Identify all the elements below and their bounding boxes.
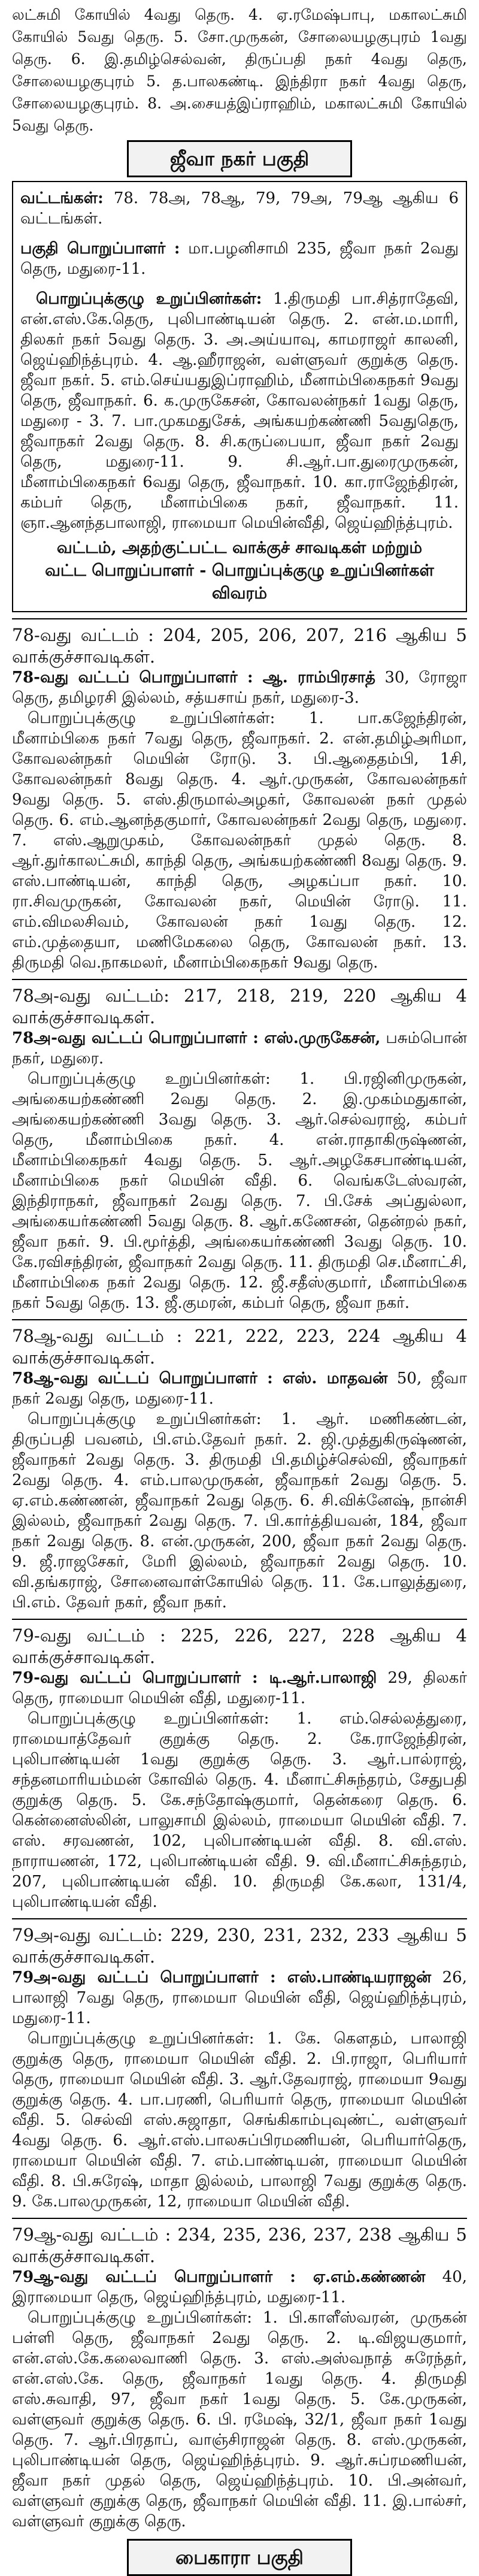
ward-section xyxy=(12,1619,467,1912)
ward-polling-booths: 78அ-வது வட்டம்: 217, 218, 219, 220 ஆகிய 4 வாக்குச்சாவடிகள். xyxy=(12,985,467,1027)
ward-incharge-label: 79-வது வட்டப் பொறுப்பாளர் : டி.ஆர்.பாலாஜி xyxy=(12,1669,377,1687)
ward-section xyxy=(12,1918,467,2212)
ward-section xyxy=(12,2218,467,2532)
area-wards xyxy=(20,188,459,229)
ward-section xyxy=(12,1319,467,1613)
ward-polling-booths: 79அ-வது வட்டம்: 229, 230, 231, 232, 233 ஆகிய 5 வாக்குச்சாவடிகள். xyxy=(12,1925,467,1967)
ward-incharge-label: 79அ-வது வட்டப் பொறுப்பாளர் : எஸ்.பாண்டியராஜன் xyxy=(12,1969,432,1987)
top-text: லட்சுமி கோயில் 4வது தெரு. 4. ஏ.ரமேஷ்பாபு, மகாலட்சுமி கோயில் 5வது தெரு. 5. சோ.முருகன், சோலையழகுபுரம் 1வது தெரு. 6. இ.தமிழ்செல்வன், திருப்பதி நகர் 4வது தெரு, சோலையழகுபுரம் 5. த.பாலகண்டி. இந்திரா நகர் 4வது தெரு, சோலையழகுபுரம். 8. அ.சையத்இப்ராஹிம், மகாலட்சுமி கோயில் 5வது தெரு. xyxy=(12,6,467,134)
ward-incharge xyxy=(12,667,467,708)
ward-incharge-address: 29, திலகர் தெரு, ராமையா மெயின் வீதி, மதுரை-11. xyxy=(12,1669,468,1707)
area-info-box xyxy=(12,181,467,612)
area-incharge xyxy=(20,238,459,279)
ward-incharge-address: பசும்பொன் நகர், மதுரை. xyxy=(12,1029,467,1068)
ward-incharge-address: 40, இராமையா தெரு, ஜெய்ஹிந்த்புரம், மதுரை-11. xyxy=(12,2268,468,2306)
spacer xyxy=(20,279,459,289)
ward-incharge xyxy=(12,1368,467,1409)
ward-incharge-address: 26, பாலாஜி 7வது தெரு, ராமையா மெயின் வீதி, ஜெய்ஹிந்த்புரம், மதுரை-11. xyxy=(12,1969,467,2027)
area-incharge-label: பகுதி பொறுப்பாளர் : xyxy=(20,240,180,258)
ward-sections xyxy=(12,618,467,2532)
ward-incharge xyxy=(12,1028,467,1069)
ward-incharge-address: 50, ஜீவா நகர் 2வது தெரு, மதுரை-11. xyxy=(12,1369,467,1408)
area-wards-value: 78. 78அ, 78ஆ, 79, 79அ, 79ஆ ஆகிய 6 வட்டங்கள். xyxy=(20,189,459,228)
ward-incharge-label: 78ஆ-வது வட்டப் பொறுப்பாளர் : எஸ். மாதவன் xyxy=(12,1369,388,1387)
ward-section xyxy=(12,618,467,973)
ward-incharge-label: 78-வது வட்டப் பொறுப்பாளர் : ஆ. ராம்பிரசாத் xyxy=(12,669,375,687)
ward-incharge xyxy=(12,1668,467,1709)
ward-incharge-label: 78அ-வது வட்டப் பொறுப்பாளர் : எஸ்.முருகேசன், xyxy=(12,1029,381,1047)
ward-incharge-label: 79ஆ-வது வட்டப் பொறுப்பாளர் : ஏ.எம்.கண்ணன் xyxy=(12,2268,426,2286)
area-incharge-value: மா.பழனிசாமி 235, ஜீவா நகர் 2வது தெரு, மதுரை-11. xyxy=(20,240,459,278)
area-members-label: பொறுப்புக்குழு உறுப்பினர்கள்: xyxy=(36,290,262,308)
ward-polling-booths: 79-வது வட்டம் : 225, 226, 227, 228 ஆகிய 4 வாக்குச்சாவடிகள். xyxy=(12,1625,467,1667)
ward-incharge xyxy=(12,1967,467,2028)
ward-polling-booths: 78-வது வட்டம் : 204, 205, 206, 207, 216 ஆகிய 5 வாக்குச்சாவடிகள். xyxy=(12,625,467,667)
ward-members: பொறுப்புக்குழு உறுப்பினர்கள்: 1. கே. கௌதம், பாலாஜி குறுக்கு தெரு, ராமையா மெயின் வீதி. 2. பி.ராஜா, பெரியார் தெரு, ராமையா மெயின் வீதி. 3. ஆர்.தேவராஜ், ராமையா 9வது குறுக்கு தெரு. 4. பா.பரணி, பெரியார் தெரு, ராமையா மெயின் வீதி. 5. செல்வி எஸ்.சுஜாதா, செங்கிகாம்புவுண்ட், வள்ளுவர் 4வது தெரு. 6. ஆர்.எஸ்.பாலசுப்பிரமணியன், பெரியார்தெரு, ராமையா மெயின் வீதி. 7. எம்.பாண்டியன், ராமையா மெயின் வீதி. 8. பி.சுரேஷ், மாதா இல்லம், பாலாஜி 7வது குறுக்கு தெரு. 9. கே.பாலமுருகன், 12, ராமையா மெயின் வீதி. xyxy=(12,2030,467,2211)
ward-polling-booths: 79ஆ-வது வட்டம் : 234, 235, 236, 237, 238 ஆகிய 5 வாக்குச்சாவடிகள். xyxy=(12,2224,467,2266)
area-wards-label: வட்டங்கள்: xyxy=(20,189,104,207)
ward-members: பொறுப்புக்குழு உறுப்பினர்கள்: 1. பி.காளீஸ்வரன், முருகன் பள்ளி தெரு, ஜீவாநகர் 2வது தெரு. 2. டி.விஜயகுமார், என்.எஸ்.கே.கலைவாணி தெரு. 3. எஸ்.அஸ்வநாத் சுரேந்தர், என்.எஸ்.கே. தெரு, ஜீவாநகர் 1வது தெரு. 4. திருமதி எஸ்.சுவாதி, 97, ஜீவா நகர் 1வது தெரு. 5. கே.முருகன், வள்ளுவர் குறுக்கு தெரு. 6. பி. ரமேஷ், 32/1, ஜீவா நகர் 1வது தெரு. 7. ஆர்.பிரதாப், வாஞ்சிராஜன் தெரு. 8. எஸ்.முருகன், புலிபாண்டியன் தெரு, ஜெய்ஹிந்த்புரம். 9. ஆர்.சுப்ரமணியன், ஜீவா நகர் முதல் தெரு, ஜெய்ஹிந்த்புரம். 10. பி.அன்வர், வள்ளுவர் குறுக்கு தெரு, ஜீவாநகர் மெயின் வீதி. 11. இ.பால்சர், வள்ளுவர் குறுக்கு தெரு. xyxy=(12,2309,467,2530)
details-title-line1: வட்டம், அதற்குட்பட்ட வாக்குச் சாவடிகள் மற்றும் xyxy=(56,539,423,557)
area-members xyxy=(20,289,459,533)
section-banner-paikara: பைகாரா பகுதி xyxy=(127,2539,352,2576)
ward-incharge xyxy=(12,2267,467,2308)
area-members-value: 1.திருமதி பா.சித்ராதேவி, என்.எஸ்.கே.தெரு, புலிபாண்டியன் தெரு. 2. என்.ம.மாரி, திலகர் நகர் 5வது தெரு. 3. அ.அய்யாவு, காமராஜர் காலனி, ஜெய்ஹிந்த்புரம். 4. ஆ.ஹீராஜன், வள்ளுவர் குறுக்கு தெரு. ஜீவா நகர். 5. எம்.செய்யதுஇப்ராஹிம், மீனாம்பிகைநகர் 9வது தெரு, ஜீவாநகர். 6. க.முருகேசன், கோவலன்நகர் 1வது தெரு, மதுரை - 3. 7. பா.முகமதுசேக், அங்கயற்கண்ணி 5வதுதெரு, ஜீவாநகர் 2வது தெரு. 8. சி.கருப்பையா, ஜீவா நகர் 2வது தெரு, மதுரை-11. 9. சி.ஆர்.பா.துரைமுருகன், மீனாம்பிகைநகர் 6வது தெரு, ஜீவாநகர். 10. கா.ராஜேந்திரன், கம்பர் தெரு, மீனாம்பிகை நகர், ஜீவாநகர். 11. ஞா.ஆனந்தபாலாஜி, ராமையா மெயின்வீதி, ஜெய்ஹிந்த்புரம். xyxy=(20,290,459,532)
ward-members: பொறுப்புக்குழு உறுப்பினர்கள்: 1. ஆர். மணிகண்டன், திருப்பதி பவனம், பி.எம்.தேவர் நகர். 2. ஜி.முத்துகிருஷ்ணன், ஜீவாநகர் 2வது தெரு. 3. திருமதி பி.தமிழ்ச்செல்வி, ஜீவாநகர் 2வது தெரு. 4. எம்.பாலமுருகன், ஜீவாநகர் 2வது தெரு. 5. ஏ.எம்.கண்ணன், ஜீவாநகர் 2வது தெரு. 6. சி.விக்னேஷ், நான்சி இல்லம், ஜீவாநகர் 2வது தெரு. 7. பி.கார்த்தியவன், 184, ஜீவா நகர் 2வது தெரு. 8. என்.முருகன், 200, ஜீவா நகர் 2வது தெரு. 9. ஜீ.ராஜசேகர், மேரி இல்லம், ஜீவாநகர் 2வது தெரு. 10. வி.தங்கராஜ், சோனைவாள்கோயில் தெரு. 11. கே.பாலுத்துரை, பி.எம். தேவர் நகர், ஜீவா நகர். xyxy=(12,1410,467,1611)
ward-section xyxy=(12,979,467,1313)
section-banner-jeeva-nagar: ஜீவா நகர் பகுதி xyxy=(127,140,352,177)
ward-incharge-address: 30, ரோஜா தெரு, தமிழரசி இல்லம், சத்யசாய் நகர், மதுரை-3. xyxy=(12,669,467,707)
ward-polling-booths: 78ஆ-வது வட்டம் : 221, 222, 223, 224 ஆகிய 4 வாக்குச்சாவடிகள். xyxy=(12,1326,467,1368)
ward-members: பொறுப்புக்குழு உறுப்பினர்கள்: 1. எம்.செல்லத்துரை, ராமையாத்தேவர் குறுக்கு தெரு. 2. கே.ராஜேந்திரன், புலிபாண்டியன் 1வது குறுக்கு தெரு. 3. ஆர்.பால்ராஜ், சந்தனமாரியம்மன் கோவில் தெரு. 4. மீனாட்சிசுந்தரம், சேதுபதி குறுக்கு தெரு. 5. கே.சந்தோஷ்குமார், தென்கரை தெரு. 6. கென்னைஸ்லின், பாலுசாமி இல்லம், ராமையா மெயின் வீதி. 7. எஸ். சரவணன், 102, புலிபாண்டியன் வீதி. 8. வி.எஸ். நாராயணன், 172, புலிபாண்டியன் வீதி. 9. வி.மீனாட்சிசுந்தரம், 207, புலிபாண்டியன் வீதி. 10. திருமதி கே.கலா, 131/4, புலிபாண்டியன் வீதி. xyxy=(12,1710,467,1911)
details-title-line2: வட்ட பொறுப்பாளர் - பொறுப்புக்குழு உறுப்பினர்கள் விவரம் xyxy=(45,561,434,603)
spacer xyxy=(20,229,459,238)
ward-members: பொறுப்புக்குழு உறுப்பினர்கள்: 1. பி.ரஜினிமுருகன், அங்கையற்கண்ணி 2வது தெரு. 2. இ.முகம்மதுகான், அங்கையற்கண்ணி 3வது தெரு. 3. ஆர்.செல்வராஜ், கம்பர் தெரு, மீனாம்பிகை நகர். 4. என்.ராதாகிருஷ்ணன், மீனாம்பிகைநகர் 4வது தெரு. 5. ஆர்.அழகேசபாண்டியன், மீனாம்பிகை நகர் மெயின் வீதி. 6. வெங்கடேஸ்வரன், இந்திராநகர், ஜீவாநகர் 2வது தெரு. 7. பி.சேக் அப்துல்லா, அங்கையர்கண்ணி 5வது தெரு. 8. ஆர்.கணேசன், தென்றல் நகர், ஜீவா நகர். 9. பி.மூர்த்தி, அங்கையர்கண்ணி 3வது தெரு. 10. கே.ரவிசந்திரன், ஜீவாநகர் 2வது தெரு. 11. திருமதி செ.மீனாட்சி, மீனாம்பிகை நகர் 2வது தெரு. 12. ஜீ.சதீஸ்குமார், மீனாம்பிகை நகர் 5வது தெரு. 13. ஜீ.குமரன், கம்பர் தெரு, ஜீவா நகர். xyxy=(12,1070,467,1312)
ward-members: பொறுப்புக்குழு உறுப்பினர்கள்: 1. பா.கஜேந்திரன், மீனாம்பிகை நகர் 7வது தெரு, ஜீவாநகர். 2. என்.தமிழ்அரிமா, கோவலன்நகர் மெயின் ரோடு. 3. பி.ஆதைதம்பி, 1சி, கோவலன்நகர் 8வது தெரு. 4. ஆர்.முருகன், கோவலன்நகர் 9வது தெரு. 5. எஸ்.திருமால்அழகர், கோவலன் நகர் முதல் தெரு. 6. எம்.ஆனந்தகுமார், கோவலன்நகர் 2வது தெரு, மதுரை. 7. எஸ்.ஆறுமுகம், கோவலன்நகர் முதல் தெரு. 8. ஆர்.துர்காலட்சுமி, காந்தி தெரு, அங்கயற்கண்ணி 8வது தெரு. 9. எஸ்.பாண்டியன், காந்தி தெரு, அழகப்பா நகர். 10. ரா.சிவமுருகன், கோவலன் நகர், மெயின் ரோடு. 11. எம்.விமலசிவம், கோவலன் நகர் 1வது தெரு. 12. எம்.முத்தையா, மணிமேகலை தெரு, கோவலன் நகர். 13. திருமதி வெ.நாகமலர், மீனாம்பிகைநகர் 9வது தெரு. xyxy=(12,709,467,972)
